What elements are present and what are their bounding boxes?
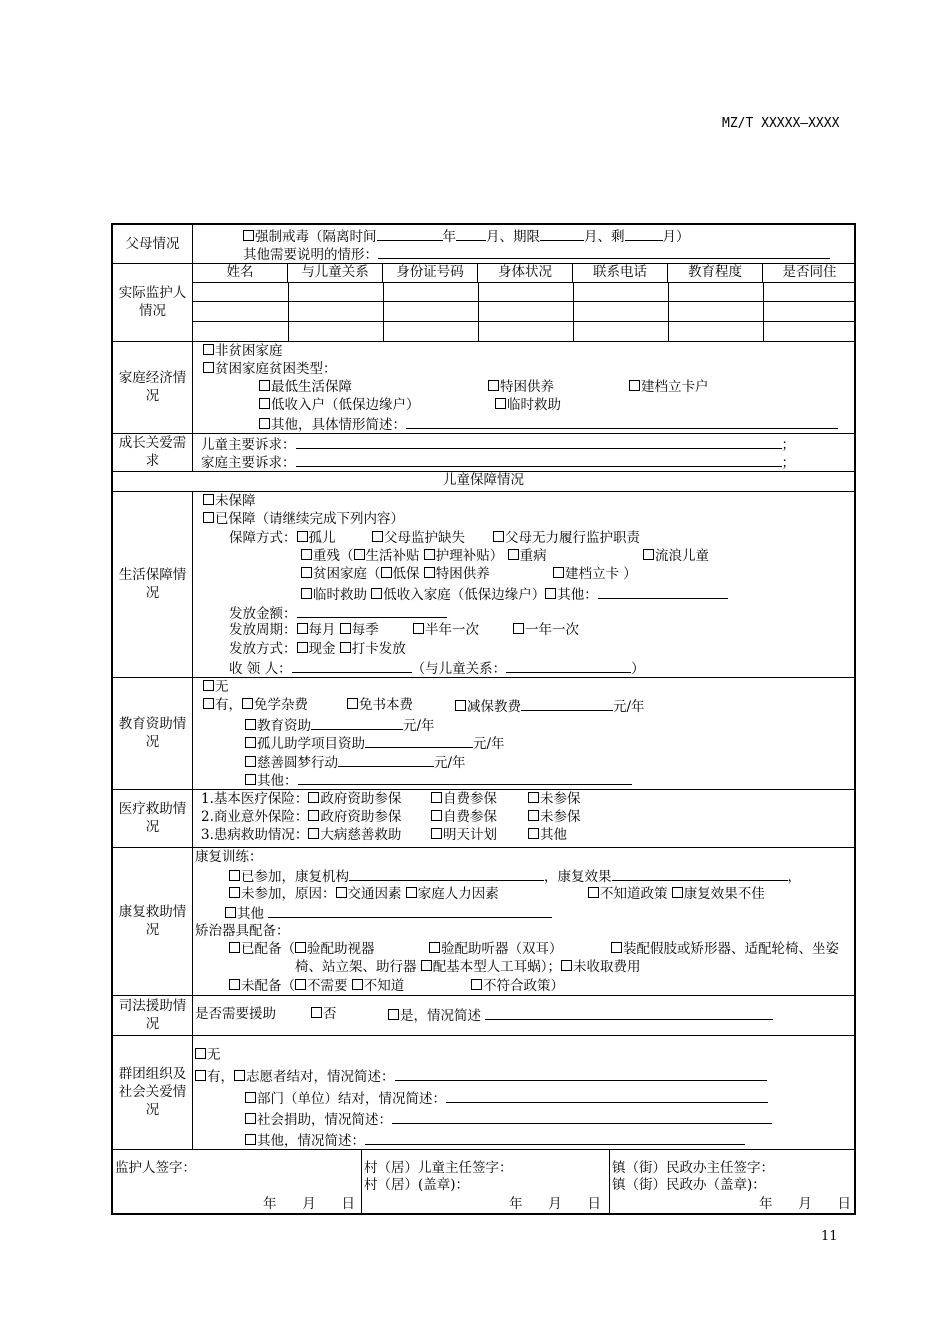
blank-line[interactable] (392, 1109, 772, 1124)
checkbox[interactable] (229, 979, 240, 990)
legal-label: 司法援助情况 (113, 995, 193, 1035)
checkbox[interactable] (406, 887, 417, 898)
checkbox[interactable] (195, 1048, 206, 1059)
checkbox[interactable] (340, 623, 351, 634)
checkbox[interactable] (245, 1134, 256, 1145)
checkbox[interactable] (488, 380, 499, 391)
checkbox[interactable] (424, 549, 435, 560)
amount-input[interactable] (297, 603, 447, 618)
checkbox[interactable] (611, 942, 622, 953)
checkbox[interactable] (413, 623, 424, 634)
checkbox[interactable] (245, 737, 256, 748)
blank-line[interactable] (311, 715, 403, 730)
checkbox[interactable] (297, 531, 308, 542)
signature-row (113, 1149, 854, 1215)
blank-line[interactable] (365, 1130, 745, 1145)
rehab-label: 康复救助情况 (113, 847, 193, 995)
blank-line[interactable] (395, 1066, 767, 1081)
social-label: 群团组织及社会关爱情况 (113, 1035, 193, 1149)
blank-line[interactable] (598, 584, 728, 599)
village-signature[interactable]: 村（居）儿童主任签字： 村（居）(盖章)： 年 月 日 (361, 1149, 610, 1215)
checkbox[interactable] (495, 398, 506, 409)
child-info-form (111, 223, 856, 1215)
checkbox[interactable] (297, 623, 308, 634)
checkbox[interactable] (308, 792, 319, 803)
checkbox[interactable] (225, 907, 236, 918)
checkbox[interactable] (340, 642, 351, 653)
checkbox[interactable] (455, 700, 466, 711)
checkbox[interactable] (203, 362, 214, 373)
checkbox[interactable] (513, 623, 524, 634)
checkbox[interactable] (259, 418, 270, 429)
col-education: 教育程度 (668, 263, 763, 282)
checkbox[interactable] (245, 756, 256, 767)
col-health: 身体状况 (478, 263, 573, 282)
checkbox[interactable] (297, 642, 308, 653)
checkbox[interactable] (528, 828, 539, 839)
checkbox[interactable] (203, 698, 214, 709)
checkbox[interactable] (311, 1007, 322, 1018)
checkbox[interactable] (354, 549, 365, 560)
checkbox[interactable] (229, 942, 240, 953)
medical-label: 医疗救助情况 (113, 789, 193, 847)
blank-line[interactable] (338, 752, 434, 767)
blank-line[interactable] (446, 1088, 768, 1103)
checkbox[interactable] (553, 567, 564, 578)
economy-label: 家庭经济情况 (113, 341, 193, 433)
checkbox[interactable] (429, 942, 440, 953)
living-label: 生活保障情况 (113, 491, 193, 677)
checkbox[interactable] (528, 810, 539, 821)
guardian-signature[interactable]: 监护人签字： 年 月 日 (113, 1149, 362, 1215)
checkbox[interactable] (245, 719, 256, 730)
blank-line[interactable] (378, 244, 830, 259)
checkbox[interactable] (372, 531, 383, 542)
checkbox[interactable] (424, 567, 435, 578)
education-row: 教育资助情况 无 有， 免学杂费 免书本费 减保教费 元/年 教育资助 元/年 孤儿助学项目资助 元/年 慈善圆梦行动 元/年 其他： (113, 677, 854, 790)
section-title: 儿童保障情况 (443, 472, 524, 488)
blank-line[interactable] (349, 866, 544, 881)
checkbox[interactable] (347, 698, 358, 709)
town-signature[interactable]: 镇（街）民政办主任签字： 镇（街）民政办（盖章)： 年 月 日 (612, 1160, 851, 1212)
checkbox[interactable] (203, 680, 214, 691)
col-name: 姓名 (193, 263, 288, 282)
care-needs-row: 成长关爱需求 儿童主要诉求： ； 家庭主要诉求： ； (113, 433, 854, 472)
checkbox[interactable] (234, 1070, 245, 1081)
receiver-input[interactable] (292, 658, 412, 673)
guardian-table (193, 263, 854, 341)
child-needs-input[interactable] (296, 434, 782, 449)
checkbox[interactable] (528, 792, 539, 803)
checkbox[interactable] (245, 774, 256, 785)
blank-line[interactable] (521, 696, 613, 711)
checkbox[interactable] (672, 887, 683, 898)
checkbox[interactable] (352, 979, 363, 990)
checkbox[interactable] (245, 1113, 256, 1124)
checkbox[interactable] (203, 512, 214, 523)
relation-input[interactable] (506, 658, 631, 673)
guardian-row (113, 263, 854, 342)
checkbox[interactable] (388, 1009, 399, 1020)
blank-line[interactable] (540, 226, 584, 241)
checkbox[interactable] (545, 588, 556, 599)
checkbox[interactable] (229, 887, 240, 898)
guardian-label: 实际监护人情况 (113, 263, 193, 341)
blank-line[interactable] (298, 770, 632, 785)
checkbox[interactable] (308, 828, 319, 839)
blank-line[interactable] (268, 903, 552, 918)
checkbox[interactable] (381, 567, 392, 578)
checkbox[interactable] (295, 979, 306, 990)
blank-line[interactable] (406, 414, 838, 429)
checkbox[interactable] (203, 494, 214, 505)
checkbox[interactable] (493, 531, 504, 542)
col-cohabit: 是否同住 (782, 264, 837, 280)
medical-row: 医疗救助情况 1.基本医疗保险： 政府资助参保 自费参保 未参保 2.商业意外保险： 政府资助参保 自费参保 未参保 3.患病救助情况： 大病慈善救助 明天计划 其他 (113, 789, 854, 848)
checkbox[interactable] (301, 549, 312, 560)
col-id: 身份证号码 (383, 263, 478, 282)
checkbox[interactable] (371, 588, 382, 599)
col-relation: 与儿童关系 (288, 263, 383, 282)
legal-row: 司法援助情况 是否需要援助 否 是，情况简述 (113, 995, 854, 1036)
checkbox[interactable] (336, 887, 347, 898)
checkbox[interactable] (431, 810, 442, 821)
blank-line[interactable] (612, 866, 788, 881)
education-label: 教育资助情况 (113, 677, 193, 789)
economy-row: 家庭经济情况 非贫困家庭 贫困家庭贫困类型： 最低生活保障 特困供养 建档立卡户 低收入户（低保边缘户） 临时救助 其他，具体情形简述： (113, 341, 854, 434)
checkbox[interactable] (421, 960, 432, 971)
blank-line[interactable] (625, 226, 663, 241)
checkbox[interactable] (295, 942, 306, 953)
checkbox[interactable] (242, 698, 253, 709)
checkbox[interactable] (431, 828, 442, 839)
rehab-row: 康复救助情况 康复训练： 已参加，康复机构 ，康复效果 ， 未参加，原因： 交通因素 家庭人力因素 不知道政策 康复效果不佳 其他 矫治器具配备： 已配备（ 验配助视器 验配助听器（双耳） 装配假肢或矫形器、适配轮椅、坐姿 椅、站立架、助行器 配基本型人工耳蜗）； 未收取费用 未配备（ 不需要 不知道 不符合政策） (113, 847, 854, 996)
checkbox[interactable] (561, 960, 572, 971)
checkbox[interactable] (588, 887, 599, 898)
parents-row: 父母情况 强制戒毒（隔离时间 年 月、期限 月、剩 月） 其他需要说明的情形： (113, 225, 854, 264)
blank-line[interactable] (485, 1005, 773, 1020)
checkbox[interactable] (259, 398, 270, 409)
checkbox[interactable] (643, 549, 654, 560)
standard-code: MZ/T XXXXX—XXXX (722, 116, 840, 131)
page-number: 11 (821, 1229, 838, 1244)
checkbox[interactable] (629, 380, 640, 391)
checkbox[interactable] (508, 549, 519, 560)
checkbox[interactable] (245, 1092, 256, 1103)
checkbox[interactable] (431, 792, 442, 803)
section-title-row (113, 471, 854, 492)
parents-label: 父母情况 (113, 225, 193, 263)
blank-line[interactable] (377, 226, 443, 241)
blank-line[interactable] (365, 733, 473, 748)
checkbox[interactable] (195, 1070, 206, 1081)
checkbox[interactable] (259, 380, 270, 391)
col-phone: 联系电话 (573, 263, 668, 282)
checkbox[interactable] (308, 810, 319, 821)
checkbox[interactable] (301, 588, 312, 599)
blank-line[interactable] (456, 226, 486, 241)
checkbox[interactable] (203, 344, 214, 355)
checkbox[interactable] (243, 230, 254, 241)
living-row: 生活保障情况 未保障 已保障（请继续完成下列内容） 保障方式： 孤儿 父母监护缺失 父母无力履行监护职责 重残（ 生活补贴 护理补贴） 重病 流浪儿童 贫困家庭（ 低保 特困供养 建档立卡 ） 临时救助 低收入家庭（低保边缘户） 其他： 发放金额： 发放周期： 每月 每季 半年一次 一年一次 发放方式： 现金 打卡发放 收 领 人： （与儿童关系： ） (113, 491, 854, 678)
checkbox[interactable] (229, 870, 240, 881)
checkbox[interactable] (471, 979, 482, 990)
care-needs-label: 成长关爱需求 (113, 433, 193, 471)
family-needs-input[interactable] (296, 452, 782, 467)
checkbox[interactable] (301, 567, 312, 578)
social-row: 群团组织及社会关爱情况 无 有， 志愿者结对，情况简述： 部门（单位）结对，情况简述： 社会捐助，情况简述： 其他，情况简述： (113, 1035, 854, 1150)
